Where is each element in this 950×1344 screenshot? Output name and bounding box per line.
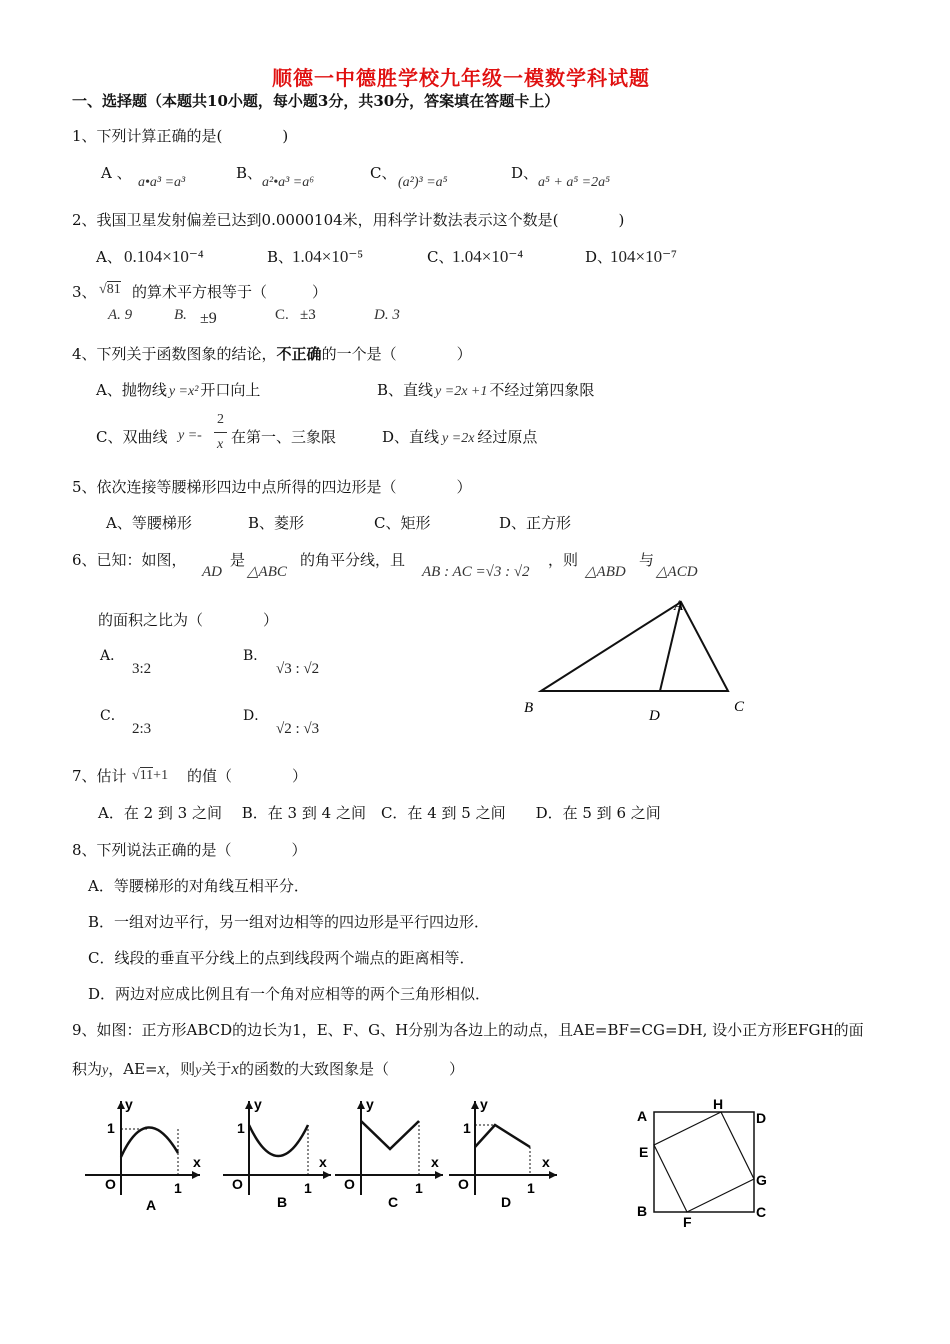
q1-option-c-expr: (a²)³ =a⁵ (398, 175, 448, 190)
q9-var-y: y (102, 1063, 109, 1078)
q6-option-d-expr: √2 : √3 (276, 721, 320, 737)
q6-stem-2: 是 (230, 551, 246, 569)
y-one-label: 1 (107, 1120, 115, 1136)
q7-stem-pre: 7、估计 (72, 767, 127, 785)
x-axis-arrow (435, 1171, 443, 1179)
x-label: x (542, 1154, 550, 1170)
vertex-label-d: D (649, 708, 660, 724)
graph-label: A (146, 1197, 157, 1213)
q9-var-x2: x (231, 1059, 239, 1078)
q5-option-d: D、正方形 (499, 514, 572, 532)
q9-square-figure (630, 1095, 780, 1235)
graph-label: D (501, 1194, 512, 1210)
q3-radicand: 81 (106, 282, 121, 297)
q6-triangle-abd: △ABD (585, 564, 626, 580)
vertex-label-f: F (683, 1214, 692, 1230)
q2-option-b-expr: 1.04×10⁻⁵ (292, 247, 364, 266)
q4-stem-post: 的一个是（ ） (321, 345, 472, 363)
q4-option-a-post: 开口向上 (200, 381, 261, 399)
q4-option-d-pre: D、直线 (382, 428, 440, 446)
q3-option-b-label: B. (174, 307, 187, 323)
q4-option-d (382, 428, 537, 448)
x-one-label: 1 (304, 1180, 312, 1196)
square-efgh (654, 1112, 754, 1212)
q1-option-d-label: D、 (511, 164, 539, 182)
vertex-label-h: H (713, 1096, 724, 1112)
q4-option-d-post: 经过原点 (477, 428, 538, 446)
x-axis-arrow (549, 1171, 557, 1179)
q9-var-y2: y (195, 1063, 202, 1078)
q4-option-d-expr: y =2x (442, 431, 475, 446)
q4-option-c-pre: C、双曲线 (96, 428, 168, 446)
q2-option-a-expr: 0.104×10⁻⁴ (124, 247, 204, 266)
section-heading: 一、选择题（本题共10小题，每小题3分，共30分，答案填在答题卡上） (72, 92, 560, 110)
q6-triangle-abc: △ABC (247, 564, 287, 580)
q4-option-a-pre: A、抛物线 (96, 381, 167, 399)
q1-stem: 1、下列计算正确的是( ) (72, 127, 289, 145)
q9-graph-d (449, 1095, 564, 1215)
q6-stem-line2: 的面积之比为（ ） (98, 611, 279, 629)
graph-label: B (277, 1194, 288, 1210)
q6-stem-3: 的角平分线，且 (300, 551, 406, 569)
x-label: x (431, 1154, 439, 1170)
q3-sqrt: √81 (99, 282, 121, 297)
y-label: y (254, 1096, 262, 1112)
q4-option-c-denominator: x (217, 437, 224, 452)
vertex-label-g: G (756, 1172, 767, 1188)
vertex-label-c: C (756, 1204, 767, 1220)
q6-option-d-label: D． (243, 708, 269, 724)
y-axis-arrow (117, 1101, 125, 1109)
q6-option-b-label: B． (243, 648, 268, 664)
q1-option-b-expr: a²•a³ =a⁶ (262, 175, 315, 190)
q6-ad: AD (202, 564, 222, 580)
q4-option-a-expr: y =x² (168, 384, 199, 399)
q6-option-a-label: A． (100, 648, 125, 664)
q7-sqrt: √11+1 (132, 768, 169, 783)
q9-var-x: x (157, 1059, 166, 1078)
q2-option-c-expr: 1.04×10⁻⁴ (452, 247, 524, 266)
bisector-ad (660, 602, 681, 691)
q4-option-c-expr: y =- (178, 428, 202, 443)
y-label: y (480, 1096, 488, 1112)
q1-option-c-label: C、 (370, 164, 397, 182)
y-one-label: 1 (463, 1120, 471, 1136)
x-one-label: 1 (174, 1180, 182, 1196)
q9-line2-mid3: 关于 (201, 1060, 232, 1078)
x-axis-arrow (192, 1171, 200, 1179)
x-one-label: 1 (527, 1180, 535, 1196)
y-label: y (366, 1096, 374, 1112)
square-abcd (654, 1112, 754, 1212)
vertex-label-a: A (637, 1108, 648, 1124)
curve (475, 1125, 530, 1147)
origin-label: O (458, 1176, 469, 1192)
q1-option-b-label: B、 (236, 164, 263, 182)
vertex-label-b: B (524, 700, 534, 716)
q2-stem: 2、我国卫星发射偏差已达到0.0000104米，用科学计数法表示这个数是( ) (72, 211, 625, 229)
q7-options: A．在 2 到 3 之间 B．在 3 到 4 之间 C．在 4 到 5 之间 D．在 5 到 6 之间 (98, 804, 661, 822)
q4-option-b-post: 不经过第四象限 (489, 381, 595, 399)
q8-option-a: A．等腰梯形的对角线互相平分． (88, 877, 309, 895)
q3-option-d: D. 3 (374, 307, 400, 323)
q9-line2-mid2: ，则 (165, 1060, 196, 1078)
q6-triangle-acd: △ACD (656, 564, 698, 580)
curve (121, 1127, 178, 1157)
q3-option-b-expr: ±9 (200, 310, 217, 327)
vertex-label-e: E (639, 1144, 649, 1160)
q8-option-b: B．一组对边平行，另一组对边相等的四边形是平行四边形． (88, 913, 490, 931)
q2-option-a-label: A、 (96, 248, 122, 266)
q2-option-b-label: B、 (267, 248, 294, 266)
y-axis-arrow (245, 1101, 253, 1109)
y-axis-arrow (471, 1101, 479, 1109)
q3-option-c-expr: ±3 (300, 307, 316, 323)
q1-option-d-expr: a⁵ + a⁵ =2a⁵ (538, 175, 610, 190)
q6-triangle-figure (515, 590, 775, 730)
q5-option-b: B、菱形 (248, 514, 305, 532)
q3-number: 3、 (72, 283, 97, 301)
q5-option-a: A、等腰梯形 (106, 514, 192, 532)
page-title: 顺德一中德胜学校九年级一模数学科试题 (272, 66, 650, 90)
curve (249, 1125, 308, 1156)
q4-option-c-post: 在第一、三象限 (231, 428, 337, 446)
q9-graph-c (335, 1095, 450, 1215)
q6-stem-5: 与 (639, 551, 655, 569)
q2-option-d-expr: 104×10⁻⁷ (610, 247, 677, 266)
q4-option-b-pre: B、直线 (377, 381, 434, 399)
q9-stem-line1: 9、如图：正方形ABCD的边长为1，E、F、G、H分别为各边上的动点，且AE=BF=CG=DH, 设小正方形EFGH的面 (72, 1021, 864, 1039)
q8-option-d: D．两边对应成比例且有一个角对应相等的两个三角形相似． (88, 985, 491, 1003)
q6-stem-1: 6、已知：如图， (72, 551, 187, 569)
origin-label: O (232, 1176, 243, 1192)
q1-option-a-expr: a•a³ =a³ (138, 175, 186, 190)
q6-ratio: AB : AC =√3 : √2 (422, 564, 530, 580)
origin-label: O (105, 1176, 116, 1192)
q7-radicand: 11 (139, 768, 154, 783)
vertex-label-c: C (734, 699, 745, 715)
x-label: x (319, 1154, 327, 1170)
q1-option-a-label: A 、 (101, 164, 132, 182)
q2-option-c-label: C、 (427, 248, 454, 266)
curve (361, 1121, 419, 1149)
q9-line2-pre: 积为 (72, 1060, 103, 1078)
x-label: x (193, 1154, 201, 1170)
vertex-label-b: B (637, 1203, 648, 1219)
q9-graph-b (223, 1095, 338, 1215)
q4-option-c-fraction-bar (214, 432, 227, 433)
q9-line2-post: 的函数的大致图象是（ ） (238, 1060, 464, 1078)
q6-option-c-expr: 2:3 (132, 721, 152, 737)
q3-option-a: A. 9 (108, 307, 133, 323)
q4-stem (72, 345, 472, 363)
y-axis-arrow (357, 1101, 365, 1109)
q5-option-c: C、矩形 (374, 514, 431, 532)
q4-stem-bold: 不正确 (276, 345, 322, 363)
q9-line2-mid: ，AE= (108, 1060, 158, 1078)
q4-option-c-numerator: 2 (217, 412, 224, 427)
q3-stem: 的算术平方根等于（ ） (132, 283, 328, 301)
q9-stem-line2 (72, 1059, 464, 1080)
q8-stem: 8、下列说法正确的是（ ） (72, 841, 307, 859)
q6-stem-4: ，则 (548, 551, 579, 569)
q7-plus-one: +1 (153, 768, 169, 783)
q9-graph-a (85, 1095, 205, 1215)
vertex-label-a: A (674, 598, 684, 614)
q3-option-c-label: C. (275, 307, 289, 323)
q4-option-b (377, 381, 594, 401)
x-one-label: 1 (415, 1180, 423, 1196)
q6-option-b-expr: √3 : √2 (276, 661, 320, 677)
q6-option-a-expr: 3:2 (132, 661, 152, 677)
x-axis-arrow (323, 1171, 331, 1179)
triangle-abc (541, 602, 728, 691)
q5-stem: 5、依次连接等腰梯形四边中点所得的四边形是（ ） (72, 478, 472, 496)
q6-option-c-label: C． (100, 708, 125, 724)
y-label: y (125, 1096, 133, 1112)
vertex-label-d: D (756, 1110, 767, 1126)
q8-option-c: C．线段的垂直平分线上的点到线段两个端点的距离相等． (88, 949, 475, 967)
q4-stem-pre: 4、下列关于函数图象的结论， (72, 345, 277, 363)
y-one-label: 1 (237, 1120, 245, 1136)
graph-label: C (388, 1194, 399, 1210)
q7-stem-post: 的值（ ） (187, 767, 308, 785)
origin-label: O (344, 1176, 355, 1192)
q4-option-a (96, 381, 260, 401)
q2-option-d-label: D、 (585, 248, 613, 266)
q4-option-b-expr: y =2x +1 (435, 384, 488, 399)
